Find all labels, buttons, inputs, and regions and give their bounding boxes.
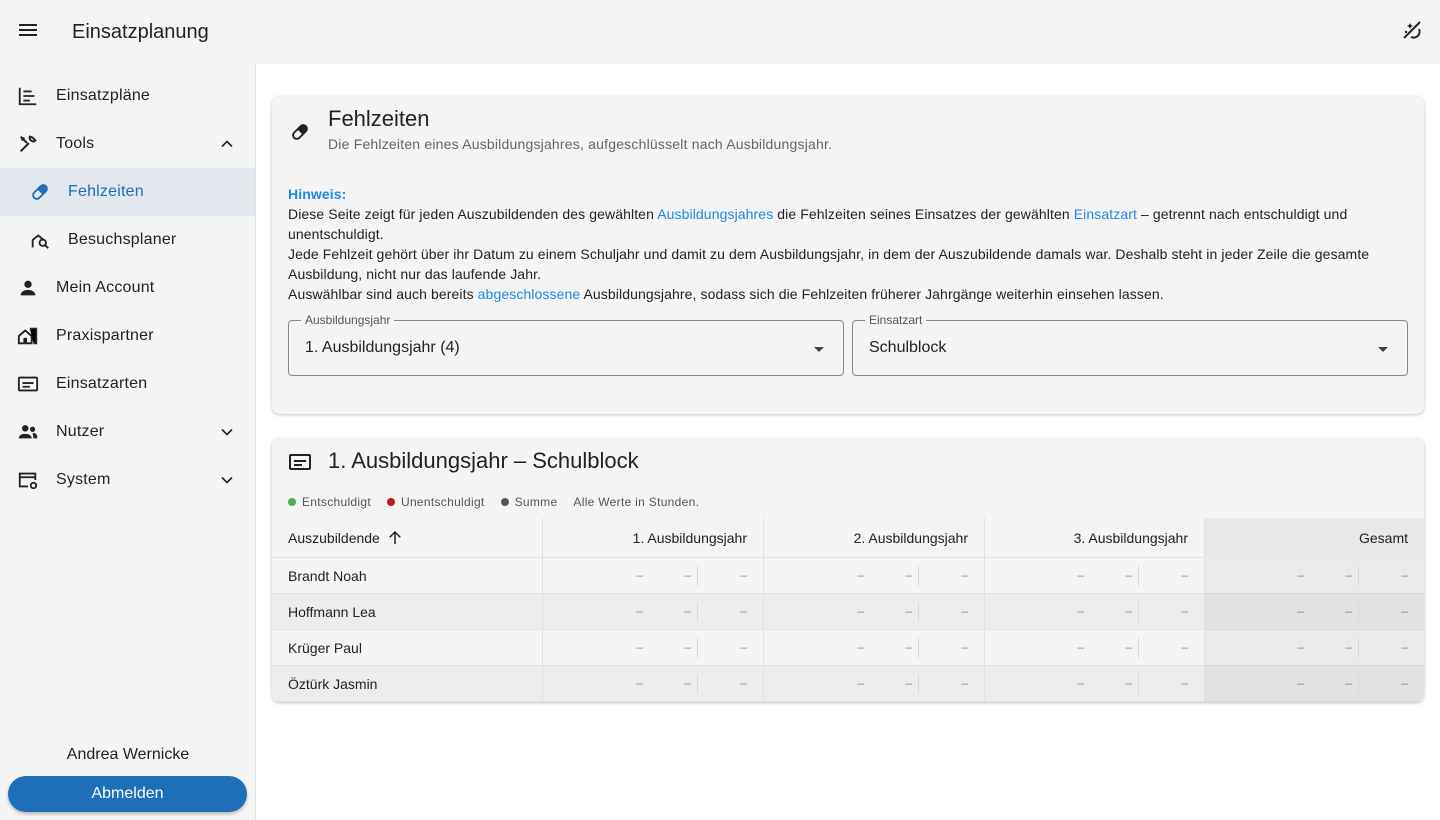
unexcused-value: – — [684, 568, 691, 582]
excused-value: – — [636, 640, 643, 654]
cell-divider — [1138, 674, 1139, 694]
total-cell-group — [1205, 594, 1424, 630]
cell-divider — [918, 674, 919, 694]
column-header-year-2: 2. Ausbildungsjahr — [764, 518, 985, 558]
legend-item: Unentschuldigt — [387, 495, 485, 509]
sidebar-item-label: Fehlzeiten — [68, 183, 144, 200]
excused-value: – — [1077, 676, 1084, 690]
column-header-auszubildende[interactable]: Auszubildende — [272, 518, 543, 558]
legend-dot — [501, 498, 509, 506]
hint-paragraph: Diese Seite zeigt für jeden Auszubildenden des gewählten Ausbildungsjahres die Fehlzeiten seines Einsatzes der gewählten Einsatzart – getrennt nach entschuldigt und unentschuldigt. — [288, 206, 1348, 242]
year-cell-group — [764, 630, 985, 666]
year-cell-group — [985, 630, 1205, 666]
year-cell-group — [543, 558, 764, 594]
sidebar-item-label: Mein Account — [56, 279, 155, 296]
sidebar-item-einsatzarten[interactable] — [0, 360, 255, 408]
cell-divider — [1138, 602, 1139, 622]
unexcused-value: – — [1125, 640, 1132, 654]
sum-value: – — [961, 604, 968, 618]
legend-item: Summe — [501, 495, 558, 509]
chevron-down-icon — [215, 420, 239, 444]
select-label: Einsatzart — [865, 313, 926, 327]
student-name: Krüger Paul — [272, 630, 543, 666]
menu-button[interactable] — [0, 0, 56, 64]
einsatzart-select[interactable] — [852, 313, 1408, 376]
sum-value: – — [1181, 604, 1188, 618]
cell-divider — [1358, 566, 1359, 586]
year-cell-group — [985, 594, 1205, 630]
sum-value: – — [961, 568, 968, 582]
cell-divider — [918, 566, 919, 586]
auto-mode-icon — [1400, 18, 1424, 47]
card-icon — [16, 372, 40, 396]
cell-divider — [1138, 566, 1139, 586]
select-value: 1. Ausbildungsjahr (4) — [305, 339, 460, 356]
page-title: Fehlzeiten — [328, 106, 430, 131]
total-cell-group — [1205, 630, 1424, 666]
legend-item: Entschuldigt — [288, 495, 371, 509]
sidebar-item-tools[interactable] — [0, 120, 255, 168]
chevron-down-icon — [215, 468, 239, 492]
search-location-icon — [28, 228, 52, 252]
unexcused-value: – — [1125, 676, 1132, 690]
sum-value: – — [1401, 604, 1408, 618]
year-cell-group — [543, 630, 764, 666]
chevron-up-icon — [215, 132, 239, 156]
unexcused-value: – — [905, 604, 912, 618]
pill-icon — [28, 180, 52, 204]
results-card — [272, 438, 1424, 702]
student-name: Brandt Noah — [272, 558, 543, 594]
hint-text — [288, 184, 1398, 304]
dropdown-arrow-icon — [807, 337, 831, 361]
link-abgeschlossene[interactable]: abgeschlossene — [477, 286, 581, 302]
cell-divider — [1358, 602, 1359, 622]
sidebar-item-einsatzplaene[interactable] — [0, 72, 255, 120]
sum-value: – — [1401, 640, 1408, 654]
sidebar-item-system[interactable] — [0, 456, 255, 504]
excused-value: – — [1077, 604, 1084, 618]
cell-divider — [918, 638, 919, 658]
excused-value: – — [1077, 640, 1084, 654]
sidebar-item-nutzer[interactable] — [0, 408, 255, 456]
person-icon — [16, 276, 40, 300]
excused-value: – — [857, 640, 864, 654]
table-header — [272, 518, 1424, 558]
unexcused-value: – — [1345, 568, 1352, 582]
year-cell-group — [764, 558, 985, 594]
excused-value: – — [636, 676, 643, 690]
cell-divider — [1358, 638, 1359, 658]
hint-paragraph: Jede Fehlzeit gehört über ihr Datum zu einem Schuljahr und damit zu dem Ausbildungsjahr, in dem der Auszubildende damals war. Deshalb steht in jeder Zeile die gesamte Ausbildung, nicht nur das laufende Jahr. — [288, 246, 1370, 282]
excused-value: – — [1077, 568, 1084, 582]
timeline-icon — [16, 84, 40, 108]
sum-value: – — [1181, 568, 1188, 582]
excused-value: – — [636, 568, 643, 582]
sum-value: – — [740, 604, 747, 618]
sidebar-item-fehlzeiten[interactable] — [0, 168, 255, 216]
cell-divider — [918, 602, 919, 622]
cell-divider — [1358, 674, 1359, 694]
theme-toggle-button[interactable] — [1398, 18, 1426, 46]
dropdown-arrow-icon — [1371, 337, 1395, 361]
group-icon — [16, 420, 40, 444]
link-einsatzart[interactable]: Einsatzart — [1073, 206, 1137, 222]
unexcused-value: – — [1345, 640, 1352, 654]
pill-icon — [288, 120, 312, 144]
user-name: Andrea Wernicke — [66, 746, 190, 763]
year-cell-group — [985, 666, 1205, 702]
results-title: 1. Ausbildungsjahr – Schulblock — [328, 448, 639, 473]
select-value: Schulblock — [869, 339, 947, 356]
unexcused-value: – — [1125, 568, 1132, 582]
sidebar-item-mein-account[interactable] — [0, 264, 255, 312]
unexcused-value: – — [684, 640, 691, 654]
student-name: Hoffmann Lea — [272, 594, 543, 630]
link-ausbildungsjahres[interactable]: Ausbildungsjahres — [657, 206, 774, 222]
arrow-up-icon — [386, 529, 404, 547]
excused-value: – — [636, 604, 643, 618]
page-subtitle: Die Fehlzeiten eines Ausbildungsjahres, aufgeschlüsselt nach Ausbildungsjahr. — [328, 136, 833, 152]
legend — [288, 495, 715, 509]
column-header-year-1: 1. Ausbildungsjahr — [543, 518, 764, 558]
unexcused-value: – — [905, 568, 912, 582]
app-title: Einsatzplanung — [72, 20, 209, 43]
table-row — [272, 666, 1424, 702]
cell-divider — [697, 674, 698, 694]
tools-icon — [16, 132, 40, 156]
table-row — [272, 594, 1424, 630]
sum-value: – — [740, 640, 747, 654]
sum-value: – — [1401, 676, 1408, 690]
unexcused-value: – — [1125, 604, 1132, 618]
excused-value: – — [1297, 676, 1304, 690]
total-cell-group — [1205, 558, 1424, 594]
unexcused-value: – — [1345, 676, 1352, 690]
sum-value: – — [1181, 676, 1188, 690]
table-row — [272, 558, 1424, 594]
filters-card — [272, 96, 1424, 414]
logout-button[interactable]: Abmelden — [8, 776, 247, 812]
sidebar-item-besuchsplaner[interactable] — [0, 216, 255, 264]
cell-divider — [697, 566, 698, 586]
unexcused-value: – — [684, 604, 691, 618]
year-cell-group — [764, 594, 985, 630]
sidebar-item-label: Praxispartner — [56, 327, 154, 344]
sum-value: – — [961, 676, 968, 690]
sidebar-item-label: Tools — [56, 135, 95, 152]
sum-value: – — [1401, 568, 1408, 582]
excused-value: – — [857, 604, 864, 618]
year-cell-group — [543, 594, 764, 630]
unexcused-value: – — [905, 640, 912, 654]
menu-icon — [16, 18, 40, 47]
sidebar — [0, 64, 256, 820]
sum-value: – — [961, 640, 968, 654]
sum-value: – — [740, 676, 747, 690]
main-content — [256, 64, 1440, 820]
cell-divider — [697, 638, 698, 658]
year-cell-group — [543, 666, 764, 702]
column-header-year-3: 3. Ausbildungsjahr — [985, 518, 1205, 558]
legend-note: Alle Werte in Stunden. — [573, 495, 700, 509]
top-app-bar — [0, 0, 1440, 64]
excused-value: – — [1297, 640, 1304, 654]
card-icon — [288, 450, 312, 474]
sidebar-item-label: System — [56, 471, 111, 488]
excused-value: – — [1297, 568, 1304, 582]
year-cell-group — [985, 558, 1205, 594]
column-header-gesamt: Gesamt — [1205, 518, 1424, 558]
sum-value: – — [1181, 640, 1188, 654]
sidebar-item-label: Einsatzpläne — [56, 87, 151, 104]
sum-value: – — [740, 568, 747, 582]
settings-window-icon — [16, 468, 40, 492]
excused-value: – — [857, 568, 864, 582]
total-cell-group — [1205, 666, 1424, 702]
legend-dot — [288, 498, 296, 506]
ausbildungsjahr-select[interactable] — [288, 313, 844, 376]
hint-paragraph: Auswählbar sind auch bereits abgeschlossene Ausbildungsjahre, sodass sich die Fehlzeiten früherer Jahrgänge weiterhin einsehen lassen. — [288, 286, 1164, 302]
hint-label: Hinweis: — [288, 186, 347, 202]
student-name: Öztürk Jasmin — [272, 666, 543, 702]
excused-value: – — [857, 676, 864, 690]
sidebar-item-label: Besuchsplaner — [68, 231, 177, 248]
unexcused-value: – — [684, 676, 691, 690]
unexcused-value: – — [905, 676, 912, 690]
sidebar-item-praxispartner[interactable] — [0, 312, 255, 360]
select-label: Ausbildungsjahr — [301, 313, 394, 327]
excused-value: – — [1297, 604, 1304, 618]
home-work-icon — [16, 324, 40, 348]
table-row — [272, 630, 1424, 666]
cell-divider — [1138, 638, 1139, 658]
year-cell-group — [764, 666, 985, 702]
sidebar-item-label: Nutzer — [56, 423, 105, 440]
legend-dot — [387, 498, 395, 506]
cell-divider — [697, 602, 698, 622]
unexcused-value: – — [1345, 604, 1352, 618]
sidebar-item-label: Einsatzarten — [56, 375, 148, 392]
